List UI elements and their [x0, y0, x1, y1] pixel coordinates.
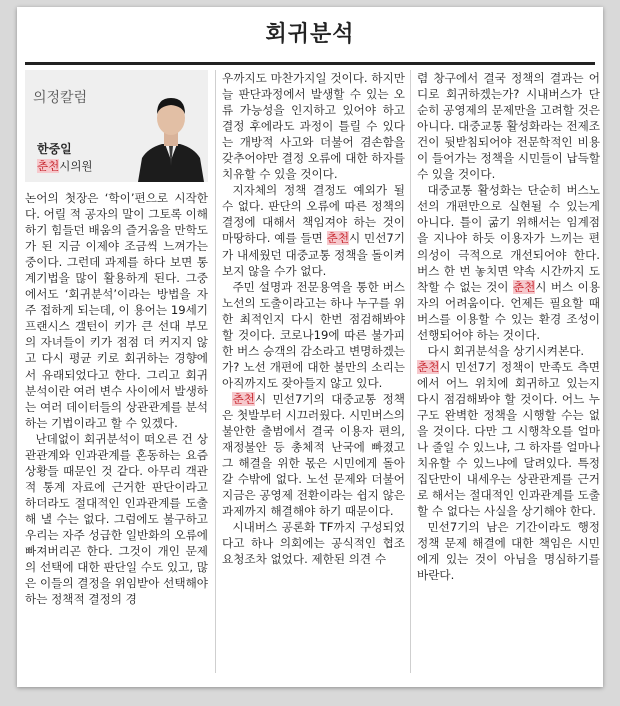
highlighted-word: 춘천 — [512, 279, 536, 294]
paragraph-text: 대중교통 활성화는 단순히 버스노선의 개편만으로 실현될 수 있는게 아니다. 틀이 굶기 위해서는 임계점을 지나야 하듯 이용자가 느끼는 편의성이 극적으로 개선되어야 한다. 버스 한 번 놓치면 약속 시간까지 도착할 수 없는 것이 — [417, 183, 600, 294]
paragraph — [222, 391, 405, 519]
paragraph — [417, 182, 600, 342]
paragraph: 난데없이 회귀분석이 떠오른 건 상관관계와 인과관계를 혼동하는 요즘 상황들 때문인 것 같다. 아무리 객관적 통계 자료에 근거한 판단이라고 하더라도 절대적인 인과관계를 도출해 낼 수는 없다. 그럼에도 불구하고 우리는 자주 성급한 일반화의 오류에 빠져버리곤 한다. 그것이 개인 문제의 선택에 대한 판단일 수도 있고, 많은 이들의 결정을 위임받아 선택해야 하는 정책적 결정의 경 — [25, 431, 208, 607]
author-role-text: 시의원 — [59, 159, 93, 173]
author-name: 한중일 — [37, 142, 72, 156]
article-column-1 — [25, 190, 208, 607]
highlighted-word: 춘천 — [417, 359, 440, 374]
paragraph — [222, 182, 405, 278]
paragraph-text: 시 민선7기가 내세웠던 대중교통 정책을 돌이켜보지 않을 수가 없다. — [222, 231, 405, 278]
article-column-2 — [222, 70, 405, 567]
highlighted-word: 춘천 — [232, 391, 255, 406]
article-title: 회귀분석 — [265, 22, 355, 47]
article-column-3 — [417, 70, 600, 584]
column-kicker: 의정칼럼 — [33, 90, 88, 106]
paragraph: 주민 설명과 전문용역을 통한 버스노선의 도출이라고는 하나 누구를 위한 최적인지 다시 한번 점검해봐야 할 것이다. 코로나19에 따른 불가피한 버스 승객의 감소라고 변명하겠는가? 노선 개편에 대한 불만의 소리는 아직까지도 잦아들지 않고 있다. — [222, 279, 405, 390]
paragraph-text: 지자체의 정책 결정도 예외가 될 수 없다. 판단의 오류에 따른 정책의 결정에 대해서 책임져야 하는 것이 마땅하다. 예를 들면 — [222, 183, 405, 246]
paragraph: 시내버스 공론화 TF까지 구성되었다고 하나 의회에는 공식적인 협조 요청조차 없었다. 제한된 의견 수 — [222, 520, 405, 567]
paragraph: 민선7기의 남은 기간이라도 행정 정책 문제 해결에 대한 책임은 시민에게 있는 것이 아님을 명심하기를 바란다. — [417, 520, 600, 583]
article-page — [17, 7, 603, 687]
paragraph — [417, 359, 600, 519]
column-box — [25, 70, 208, 182]
author-photo — [138, 86, 204, 182]
paragraph-text: 시 민선7기의 대중교통 정책은 첫발부터 시끄러웠다. 시민버스의 불안한 출범에서 결국 이용자 편의, 재정불안 등 총체적 난국에 빠졌고 그 해결을 위한 몫은 시민에게 돌아갈 수밖에 없다. 노선 문제와 더불어 지금은 공영제 전환이라는 쉽지 않은 과제까지 해결해야 하기 때문이다. — [222, 391, 405, 519]
paragraph: 렴 창구에서 결국 정책의 결과는 어디로 회귀하겠는가? 시내버스가 단순히 공영제의 문제만을 고려할 것은 아니다. 대중교통 활성화라는 전제조건이 뒷받침되어야 전문학적인 비용이 들어가는 정책을 시민들이 납득할 수 있을 것이다. — [417, 71, 600, 182]
paragraph-text: 시 버스 이용자의 어려움이다. 언제든 필요할 때 버스를 이용할 수 있는 환경 조성이 선행되어야 하는 것이다. — [417, 279, 601, 342]
paragraph: 논어의 첫장은 ‘학이’편으로 시작한다. 어릴 적 공자의 말이 그토록 이해하기 힘들던 배움의 즐거움을 만학도가 된 지금 이제야 조금씩 느껴가는 중이다. 그런데 과제를 하다 보면 통계기법을 많이 활용하게 된다. 그중에서도 ‘회귀분석’이라는 방법을 자주 접하게 되는데, 이 용어는 19세기 프랜시스 갤턴이 키가 큰 선대 부모의 자녀들이 키가 점점 더 커지지 않고 다시 평균 키로 회귀하는 경향에서 유래되었다고 한다. 그리고 회귀분석이란 여러 변수 사이에서 발생하는 여러 데이터들의 상관관계를 분석하는 기법이라고 할 수 있겠다. — [25, 191, 208, 430]
paragraph-text: 시 민선7기 정책이 만족도 측면에서 어느 위치에 회귀하고 있는지 다시 점검해봐야 할 것이다. 어느 누구도 완벽한 정책을 시행할 수는 없을 것이다. 다만 그 시행착오를 얼마나 줄일 수 있느냐, 그 하자를 얼마나 치유할 수 있느냐에 달려있다. 특정 집단만이 내세우는 상관관계를 근거로 해서는 절대적인 인과관계를 도출할 수 없다는 사실을 상기해야 한다. — [417, 359, 600, 519]
paragraph: 우까지도 마찬가지일 것이다. 하지만 늘 판단과정에서 발생할 수 있는 오류 가능성을 인지하고 있어야 하고 결정 후에라도 과정이 틀릴 수 있다는 개방적 사고와 더불어 겸손함을 갖추어야만 결정 오류에 대한 하자를 치유할 수 있을 것이다. — [222, 71, 405, 182]
highlighted-word: 춘천 — [326, 231, 350, 246]
title-rule — [25, 62, 595, 65]
author-role-highlight: 춘천 — [37, 159, 60, 173]
paragraph: 다시 회귀분석을 상기시켜본다. — [427, 343, 585, 358]
column-divider-2 — [410, 70, 411, 673]
column-divider-1 — [215, 70, 216, 673]
author-role — [37, 158, 93, 174]
